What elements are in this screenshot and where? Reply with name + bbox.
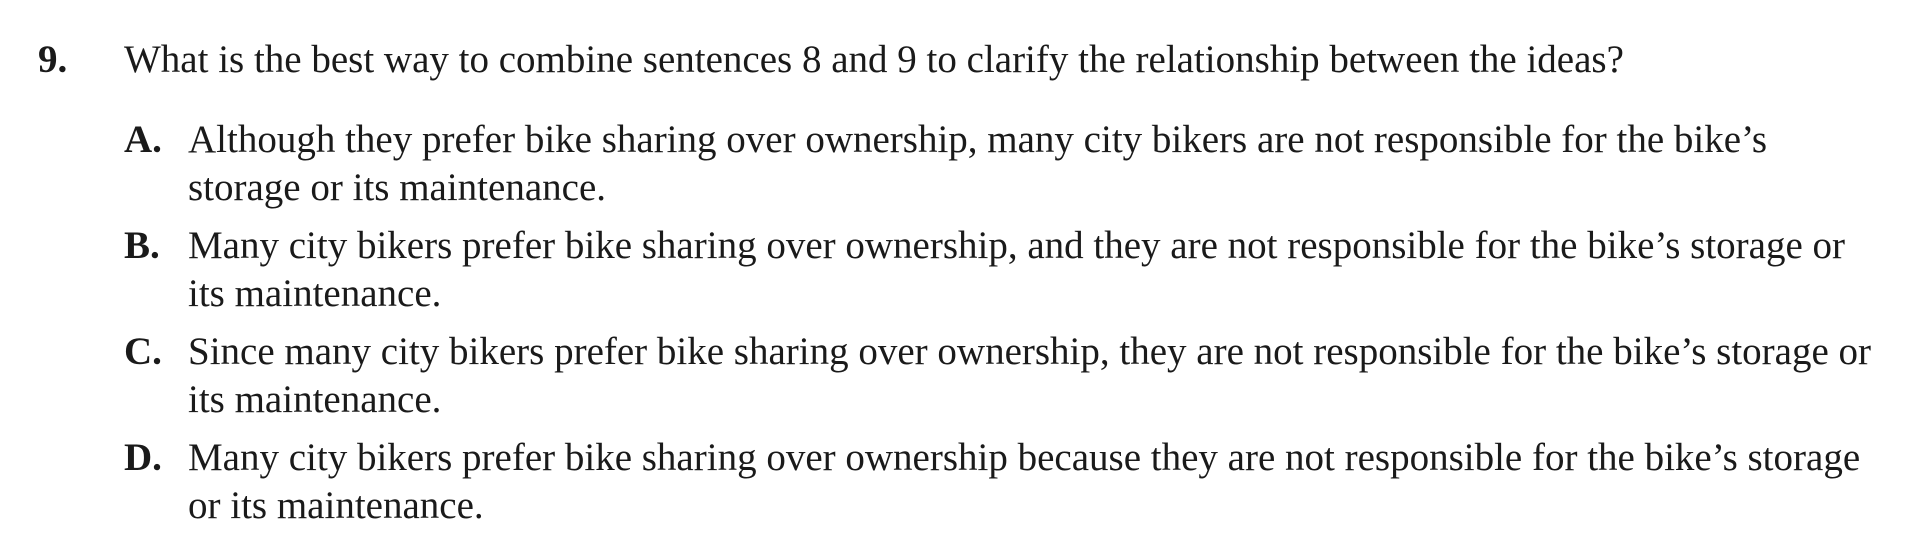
question-number: 9. [38, 38, 68, 81]
choice-letter: B. [124, 224, 160, 267]
choice-letter: A. [124, 118, 162, 161]
choice-letter: D. [124, 436, 162, 479]
choice-d[interactable] [124, 434, 1884, 530]
choice-text: Since many city bikers prefer bike sharing over ownership, they are not responsible for the bike’s storage or its maintenance. [188, 330, 1871, 421]
choice-c[interactable] [124, 328, 1884, 424]
choice-text: Many city bikers prefer bike sharing over ownership because they are not responsible for the bike’s storage or its maintenance. [188, 436, 1861, 527]
choice-text: Although they prefer bike sharing over ownership, many city bikers are not responsible for the bike’s storage or its maintenance. [188, 118, 1768, 209]
choice-letter: C. [124, 330, 162, 373]
answer-choices [124, 116, 1884, 540]
choice-a[interactable] [124, 116, 1884, 212]
question-stem: What is the best way to combine sentences 8 and 9 to clarify the relationship between the ideas? [124, 38, 1624, 81]
choice-text: Many city bikers prefer bike sharing over ownership, and they are not responsible for the bike’s storage or its maintenance. [188, 224, 1846, 315]
choice-b[interactable] [124, 222, 1884, 318]
